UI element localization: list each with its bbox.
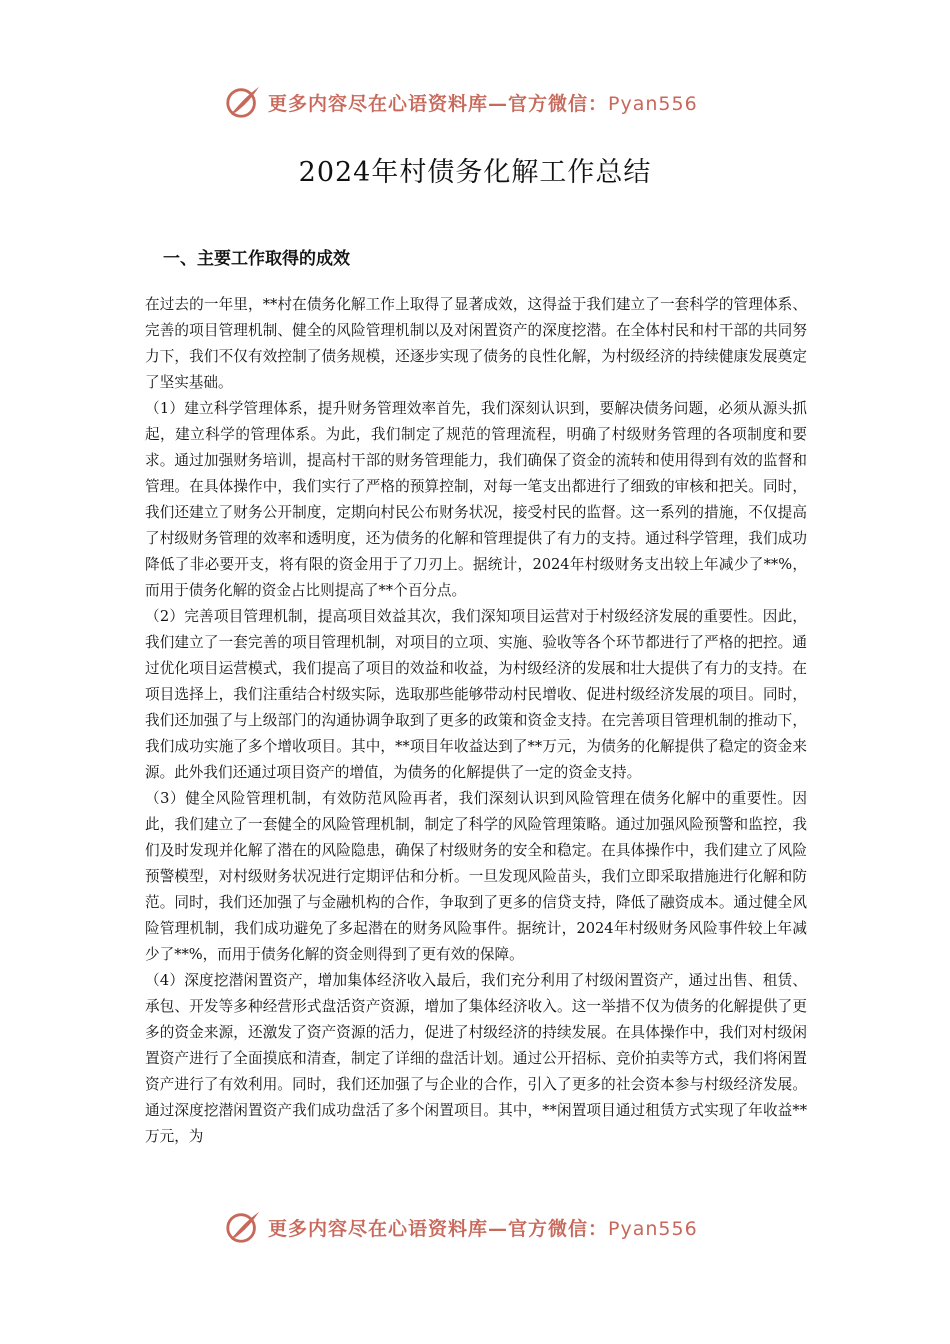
paragraph-item-4: （4）深度挖潜闲置资产，增加集体经济收入最后，我们充分利用了村级闲置资产，通过出售、租赁、承包、开发等多种经营形式盘活资产资源，增加了集体经济收入。这一举措不仅为债务的化解提供了更多的资金来源，还激发了资产资源的活力，促进了村级经济的持续发展。在具体操作中，我们对村级闲置资产进行了全面摸底和清查，制定了详细的盘活计划。通过公开招标、竞价拍卖等方式，我们将闲置资产进行了有效利用。同时，我们还加强了与企业的合作，引入了更多的社会资本参与村级经济发展。通过深度挖潜闲置资产我们成功盘活了多个闲置项目。其中，**闲置项目通过租赁方式实现了年收益**万元，为 xyxy=(145,972,807,1145)
paragraph-item-2: （2）完善项目管理机制，提高项目效益其次，我们深知项目运营对于村级经济发展的重要性。因此，我们建立了一套完善的项目管理机制，对项目的立项、实施、验收等各个环节都进行了严格的把控。通过优化项目运营模式，我们提高了项目的效益和收益，为村级经济的发展和壮大提供了有力的支持。在项目选择上，我们注重结合村级实际，选取那些能够带动村民增收、促进村级经济发展的项目。同时，我们还加强了与上级部门的沟通协调争取到了更多的政策和资金支持。在完善项目管理机制的推动下，我们成功实施了多个增收项目。其中，**项目年收益达到了**万元，为债务的化解提供了稳定的资金来源。此外我们还通过项目资产的增值，为债务的化解提供了一定的资金支持。 xyxy=(145,608,807,781)
watermark-text: 更多内容尽在心语资料库—官方微信：Pyan556 xyxy=(268,92,698,115)
watermark-banner-top xyxy=(224,82,744,122)
paragraph-item-1: （1）建立科学管理体系，提升财务管理效率首先，我们深刻认识到，要解决债务问题，必须从源头抓起，建立科学的管理体系。为此，我们制定了规范的管理流程，明确了村级财务管理的各项制度和要求。通过加强财务培训，提高村干部的财务管理能力，我们确保了资金的流转和使用得到有效的监督和管理。在具体操作中，我们实行了严格的预算控制，对每一笔支出都进行了细致的审核和把关。同时，我们还建立了财务公开制度，定期向村民公布财务状况，接受村民的监督。这一系列的措施，不仅提高了村级财务管理的效率和透明度，还为债务的化解和管理提供了有力的支持。通过科学管理，我们成功降低了非必要开支，将有限的资金用于了刀刃上。据统计，2024年村级财务支出较上年减少了**%，而用于债务化解的资金占比则提高了**个百分点。 xyxy=(145,400,807,599)
paragraph-intro: 在过去的一年里，**村在债务化解工作上取得了显著成效，这得益于我们建立了一套科学的管理体系、完善的项目管理机制、健全的风险管理机制以及对闲置资产的深度挖潜。在全体村民和村干部的共同努力下，我们不仅有效控制了债务规模，还逐步实现了债务的良性化解，为村级经济的持续健康发展奠定了坚实基础。 xyxy=(145,296,807,391)
paragraph-item-3: （3）健全风险管理机制，有效防范风险再者，我们深刻认识到风险管理在债务化解中的重要性。因此，我们建立了一套健全的风险管理机制，制定了科学的风险管理策略。通过加强风险预警和监控，我们及时发现并化解了潜在的风险隐患，确保了村级财务的安全和稳定。在具体操作中，我们建立了风险预警模型，对村级财务状况进行定期评估和分析。一旦发现风险苗头，我们立即采取措施进行化解和防范。同时，我们还加强了与金融机构的合作，争取到了更多的信贷支持，降低了融资成本。通过健全风险管理机制，我们成功避免了多起潜在的财务风险事件。据统计，2024年村级财务风险事件较上年减少了**%，而用于债务化解的资金则得到了更有效的保障。 xyxy=(145,790,807,963)
watermark-banner-bottom xyxy=(224,1207,744,1247)
document-title: 2024年村债务化解工作总结 xyxy=(298,157,652,188)
quill-logo-icon xyxy=(224,83,262,121)
watermark-text: 更多内容尽在心语资料库—官方微信：Pyan556 xyxy=(268,1217,698,1240)
section-heading: 一、主要工作取得的成效 xyxy=(163,249,350,269)
document-body xyxy=(145,292,807,1150)
quill-logo-icon xyxy=(224,1208,262,1246)
